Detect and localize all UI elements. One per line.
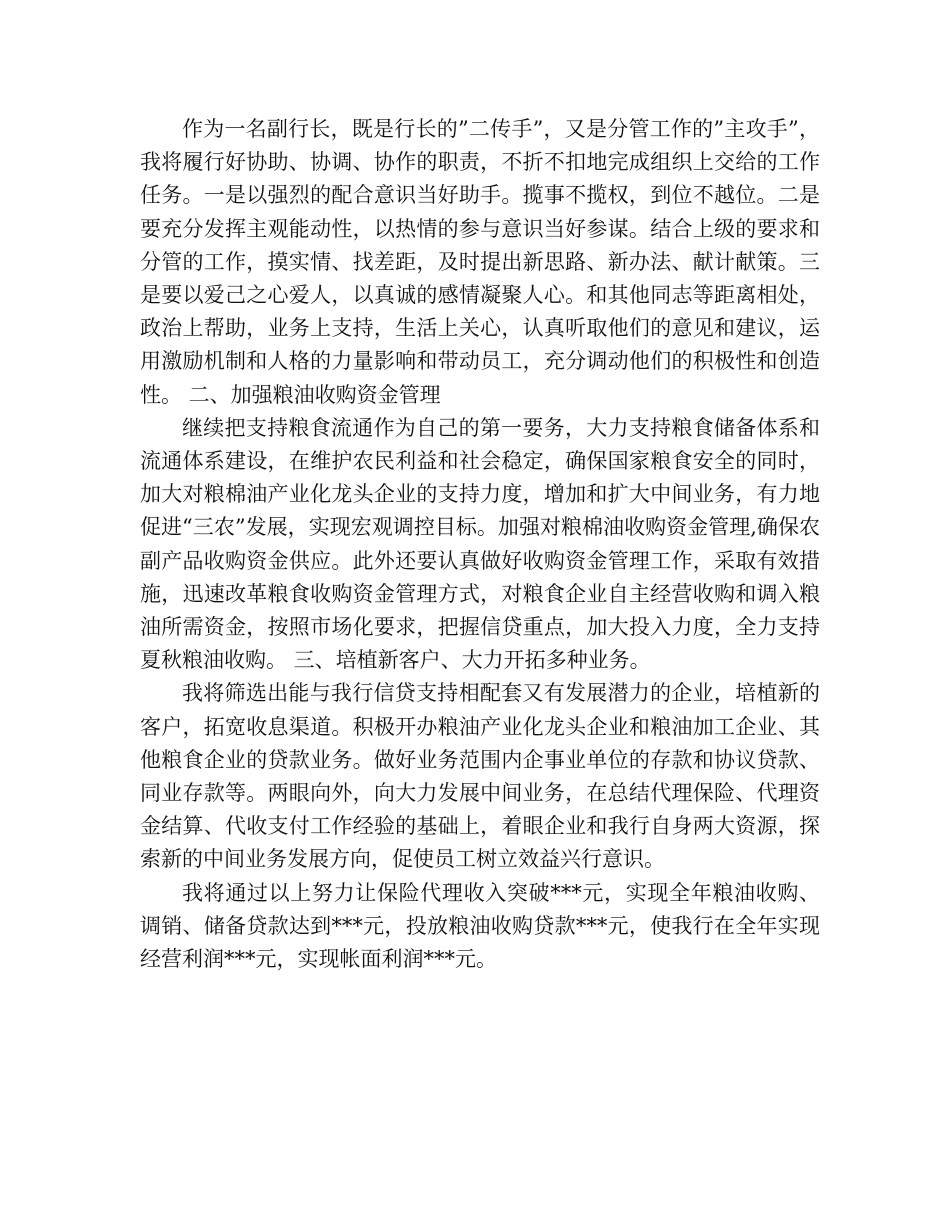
- paragraph: 我将筛选出能与我行信贷支持相配套又有发展潜力的企业，培植新的客户，拓宽收息渠道。积极开办粮油产业化龙头企业和粮油加工企业、其他粮食企业的贷款业务。做好业务范围内企事业单位的存款和协议贷款、同业存款等。两眼向外，向大力发展中间业务，在总结代理保险、代理资金结算、代收支付工作经验的基础上，着眼企业和我行自身两大资源，探索新的中间业务发展方向，促使员工树立效益兴行意识。: [140, 681, 820, 872]
- paragraph: 继续把支持粮食流通作为自己的第一要务，大力支持粮食储备体系和流通体系建设，在维护农民利益和社会稳定，确保国家粮食安全的同时，加大对粮棉油产业化龙头企业的支持力度，增加和扩大中间业务，有力地促进“三农”发展，实现宏观调控目标。加强对粮棉油收购资金管理,确保农副产品收购资金供应。此外还要认真做好收购资金管理工作，采取有效措施，迅速改革粮食收购资金管理方式，对粮食企业自主经营收购和调入粮油所需资金，按照市场化要求，把握信贷重点，加大投入力度，全力支持夏秋粮油收购。 三、培植新客户、大力开拓多种业务。: [140, 415, 820, 673]
- document-body: [140, 113, 820, 976]
- paragraph: 我将通过以上努力让保险代理收入突破***元，实现全年粮油收购、调销、储备贷款达到***元，投放粮油收购贷款***元，使我行在全年实现经营利润***元，实现帐面利润***元。: [140, 880, 820, 972]
- paragraph: 作为一名副行长，既是行长的”二传手”，又是分管工作的”主攻手”，我将履行好协助、协调、协作的职责，不折不扣地完成组织上交给的工作任务。一是以强烈的配合意识当好助手。揽事不揽权，到位不越位。二是要充分发挥主观能动性，以热情的参与意识当好参谋。结合上级的要求和分管的工作，摸实情、找差距，及时提出新思路、新办法、献计献策。三是要以爱己之心爱人，以真诚的感情凝聚人心。和其他同志等距离相处，政治上帮助，业务上支持，生活上关心，认真听取他们的意见和建议，运用激励机制和人格的力量影响和带动员工，充分调动他们的积极性和创造性。 二、加强粮油收购资金管理: [140, 117, 820, 407]
